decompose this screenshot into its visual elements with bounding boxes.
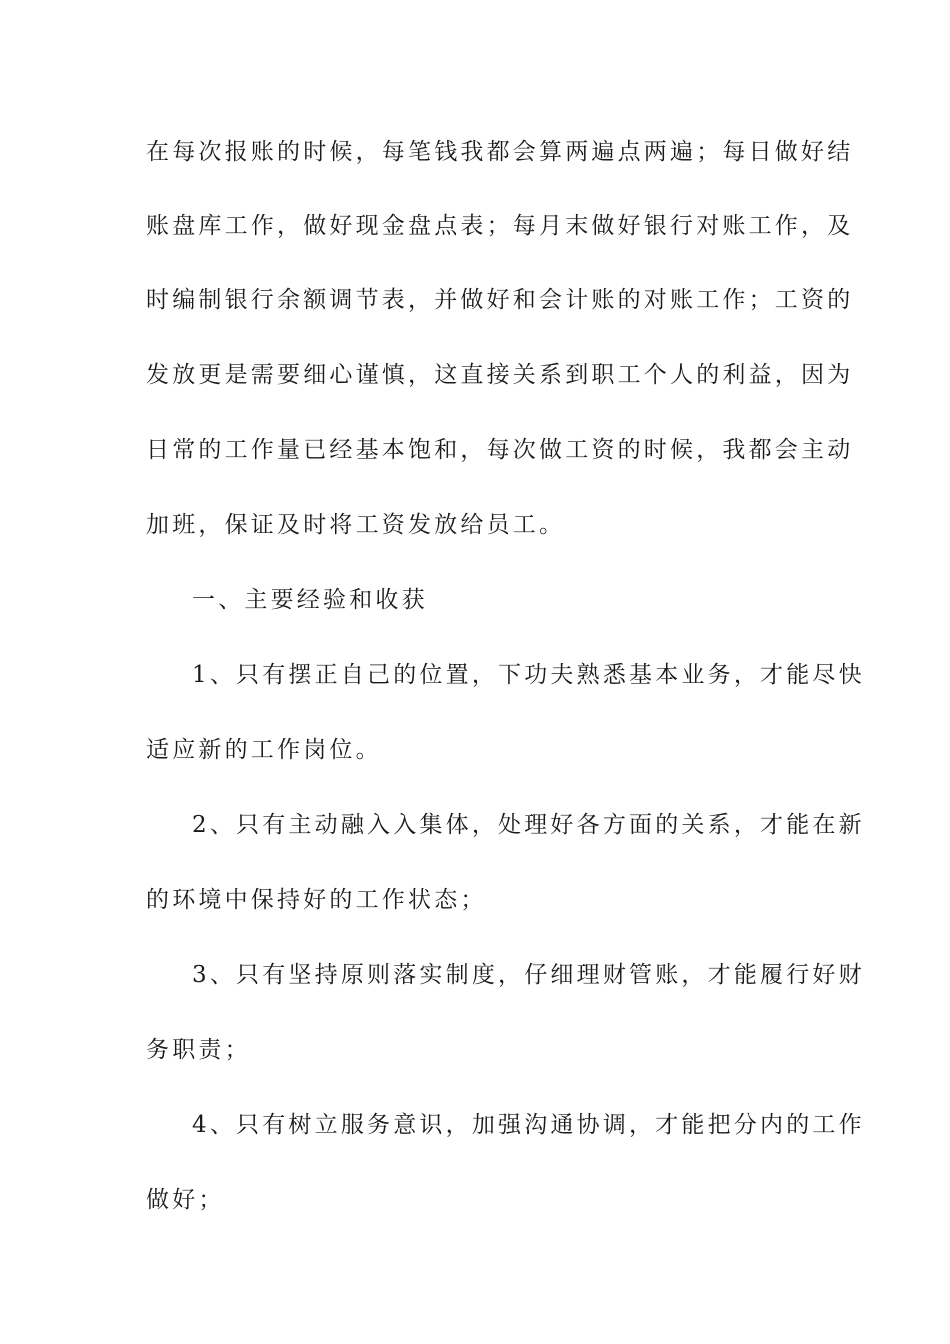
paragraph-line: 账盘库工作，做好现金盘点表；每月末做好银行对账工作，及 [146, 213, 854, 239]
list-item: 4、只有树立服务意识，加强沟通协调，才能把分内的工作 [192, 1112, 865, 1138]
list-item-continuation: 适应新的工作岗位。 [146, 737, 382, 763]
section-heading: 一、主要经验和收获 [192, 587, 428, 613]
paragraph-line: 加班，保证及时将工资发放给员工。 [146, 512, 566, 538]
paragraph-line: 在每次报账的时候，每笔钱我都会算两遍点两遍；每日做好结 [146, 139, 854, 165]
paragraph-line: 时编制银行余额调节表，并做好和会计账的对账工作；工资的 [146, 287, 854, 313]
paragraph-line: 日常的工作量已经基本饱和，每次做工资的时候，我都会主动 [146, 437, 854, 463]
paragraph-line: 发放更是需要细心谨慎，这直接关系到职工个人的利益，因为 [146, 362, 854, 388]
list-item: 3、只有坚持原则落实制度，仔细理财管账，才能履行好财 [192, 962, 865, 988]
list-item-continuation: 做好； [146, 1187, 225, 1213]
list-item-continuation: 务职责； [146, 1037, 251, 1063]
list-item-continuation: 的环境中保持好的工作状态； [146, 887, 487, 913]
list-item: 1、只有摆正自己的位置，下功夫熟悉基本业务，才能尽快 [192, 662, 865, 688]
list-item: 2、只有主动融入入集体，处理好各方面的关系，才能在新 [192, 812, 865, 838]
